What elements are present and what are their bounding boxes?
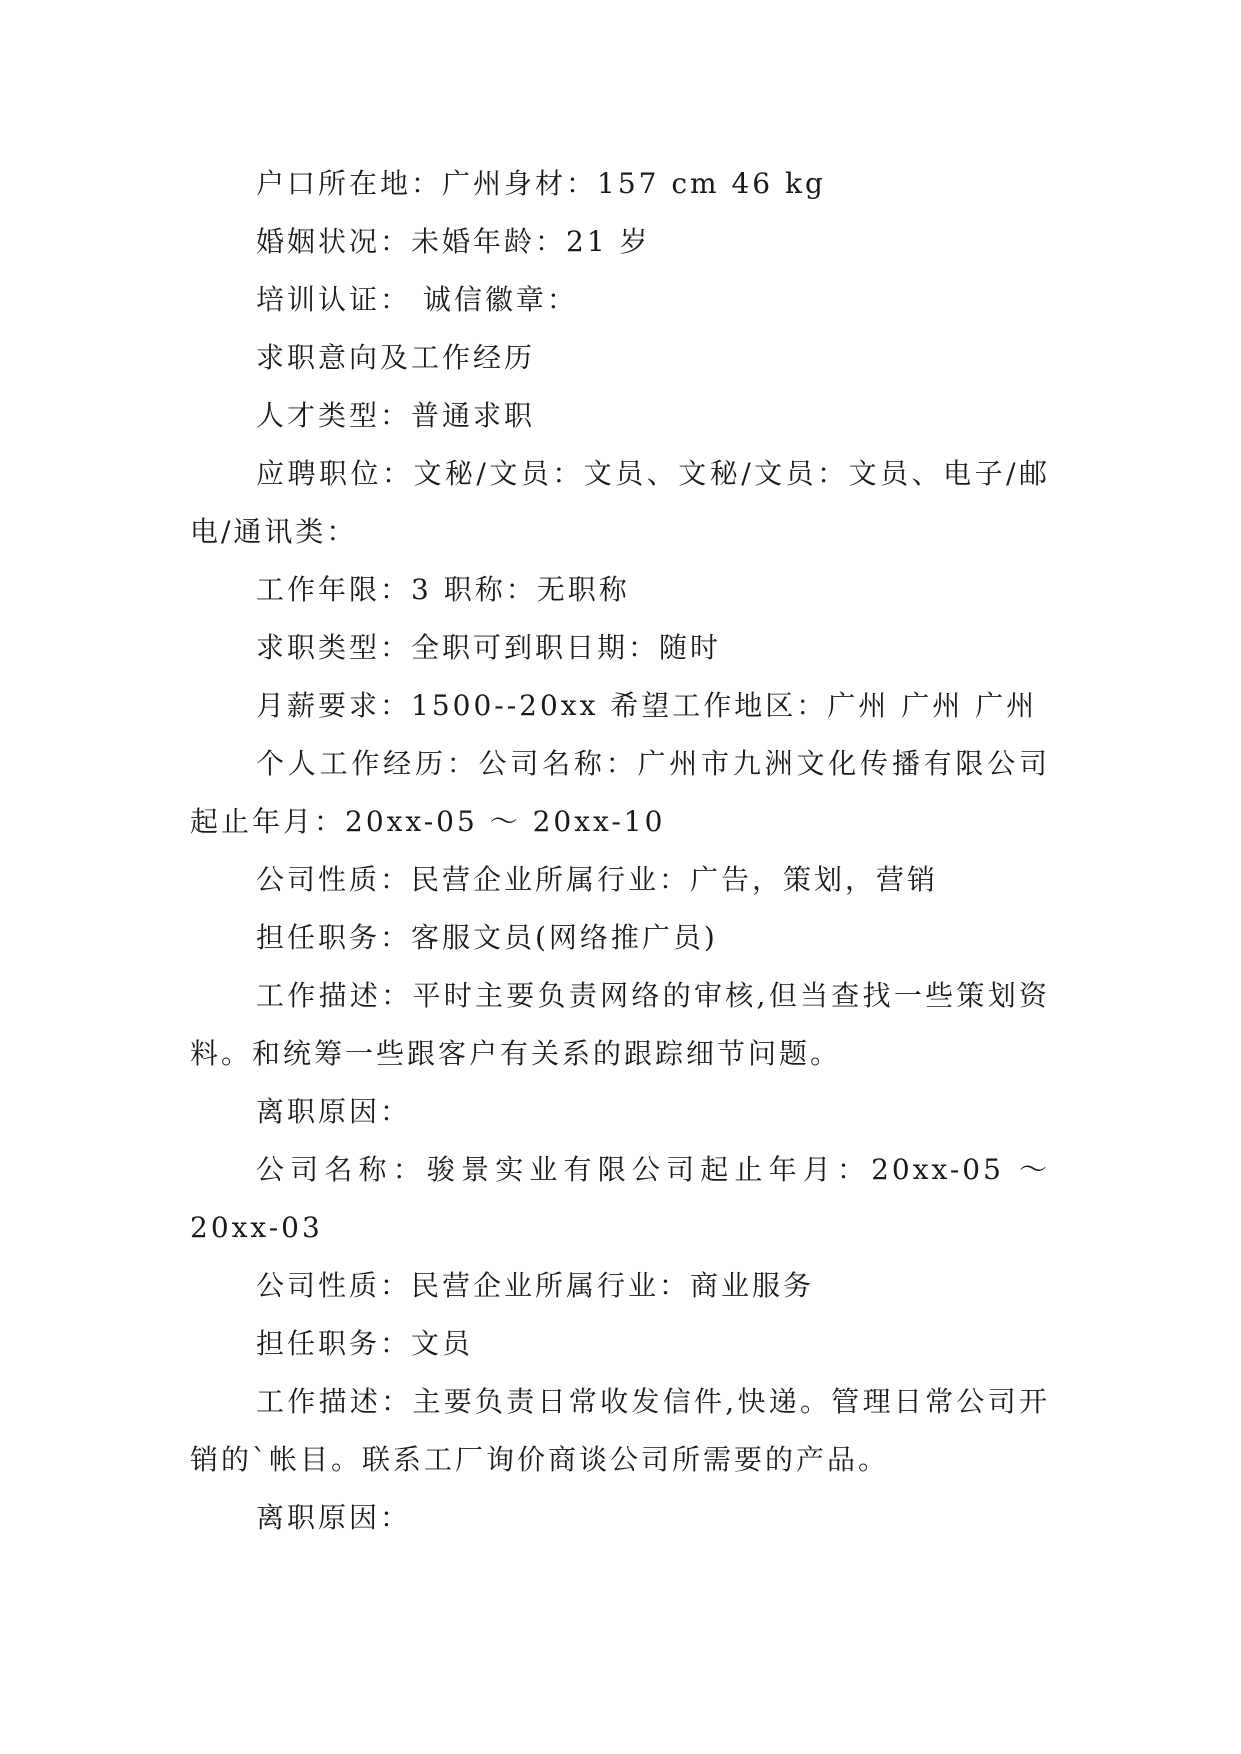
paragraph-talent-type: 人才类型：普通求职: [256, 399, 536, 432]
paragraph-work-history-2: 公司名称：骏景实业有限公司起止年月：20xx-05 ～ 20xx-03: [190, 1153, 1062, 1244]
paragraph-training-certification: 培训认证： 诚信徽章：: [256, 283, 578, 316]
paragraph-work-years: 工作年限：3 职称：无职称: [256, 573, 630, 606]
paragraph-role-1: 担任职务：客服文员(网络推广员): [256, 921, 718, 954]
paragraph-description-2: 工作描述：主要负责日常收发信件,快递。管理日常公司开销的`帐目。联系工厂询价商谈公司所需要的产品。: [190, 1385, 1050, 1476]
section-heading-job-intent: 求职意向及工作经历: [256, 341, 536, 374]
paragraph-role-2: 担任职务：文员: [256, 1327, 474, 1360]
paragraph-leave-reason-1: 离职原因：: [256, 1095, 412, 1128]
paragraph-work-history-1: 个人工作经历：公司名称：广州市九洲文化传播有限公司起止年月：20xx-05 ～ 20xx-10: [190, 747, 1050, 838]
paragraph-job-type: 求职类型：全职可到职日期：随时: [256, 631, 722, 664]
paragraph-company-nature-1: 公司性质：民营企业所属行业：广告，策划，营销: [256, 863, 939, 896]
paragraph-household-registration: 户口所在地：广州身材：157 cm 46 kg: [256, 167, 826, 200]
paragraph-leave-reason-2: 离职原因：: [256, 1501, 412, 1534]
paragraph-description-1: 工作描述：平时主要负责网络的审核,但当查找一些策划资料。和统筹一些跟客户有关系的跟踪细节问题。: [190, 979, 1050, 1070]
paragraph-salary: 月薪要求：1500--20xx 希望工作地区：广州 广州 广州: [256, 689, 1038, 722]
paragraph-company-nature-2: 公司性质：民营企业所属行业：商业服务: [256, 1269, 815, 1302]
resume-body: [190, 155, 1062, 1547]
paragraph-marital-status: 婚姻状况：未婚年龄：21 岁: [256, 225, 651, 258]
paragraph-applied-position: 应聘职位：文秘/文员：文员、文秘/文员：文员、电子/邮电/通讯类：: [190, 457, 1050, 548]
